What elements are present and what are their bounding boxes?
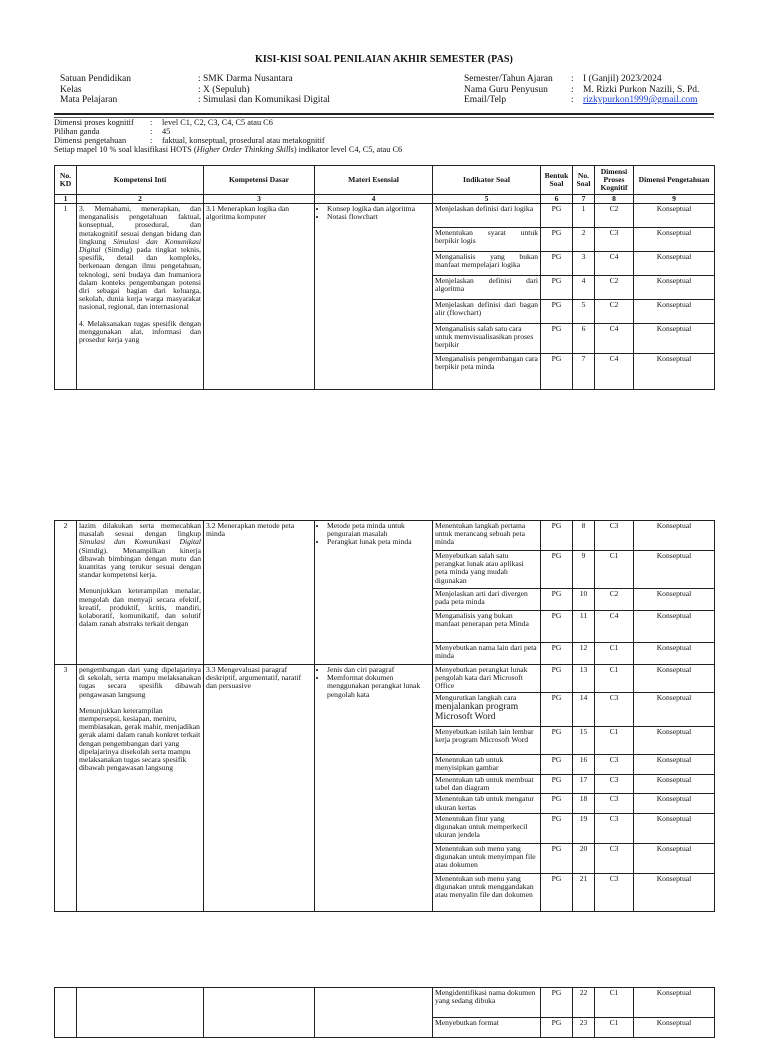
table-row: Menentukan tab untuk membuat tabel dan diagram PG 17 C3 Konseptual (55, 775, 715, 794)
kd-number: 3 (55, 665, 77, 912)
meta-row-semester: Semester/Tahun Ajaran : I (Ganjil) 2023/2024 (464, 74, 662, 84)
note-pilihan-ganda: Pilihan ganda : 45 (54, 127, 171, 136)
table-row: Menganalisis yang bukan manfaat mempelajari logika PG 3 C4 Konseptual (55, 252, 715, 276)
kompetensi-dasar-cell: 3.1 Menerapkan logika dan algoritma komputer (204, 204, 315, 390)
meta-row-satuan: Satuan Pendidikan : SMK Darma Nusantara (60, 74, 293, 84)
col-kompetensi-dasar: Kompetensi Dasar (204, 166, 315, 195)
table-row: Menganalisis yang bukan manfaat penerapan peta Minda PG 11 C4 Konseptual (55, 611, 715, 643)
table-row: Menyebutkan format PG 23 C1 Konseptual (55, 1018, 715, 1038)
table-row: Menjelaskan definisi dari bagan alir (flowchart) PG 5 C2 Konseptual (55, 300, 715, 324)
table-row: Menentukan fitur yang digunakan untuk memperkecil ukuran jendela PG 19 C3 Konseptual (55, 813, 715, 843)
materi-item: • Memformat dokumen menggunakan perangkat lunak pengolah kata (327, 674, 430, 699)
meta-row-guru: Nama Guru Penyusun : M. Rizki Purkon Nazili, S. Pd. (464, 84, 700, 95)
header-divider-thick (54, 113, 714, 115)
col-materi-esensial: Materi Esensial (315, 166, 433, 195)
materi-esensial-cell (315, 665, 433, 912)
kompetensi-inti-cell: 3. Memahami, menerapkan, dan menganalisis pengetahuan faktual, konseptual, prosedural, dan metakognitif sesuai dengan bidang dan lingkung Simulasi dan Komunikasi Digital (Simdig) pada tingkat teknis, spesifik, detail dan kompleks, berkenaan dengan ilmu pengetahuan, teknologi, seni budaya dan humaniora dalam konteks pengembangan potensi diri sebagai bagian dari keluarga, sekolah, dunia kerja warga masyarakat nasional, regional, dan internasional 4. Melaksanakan tugas spesifik dengan menggunakan alat, informasi dan prosedur kerja yang (77, 204, 204, 390)
document-title: KISI-KISI SOAL PENILAIAN AKHIR SEMESTER (PAS) (255, 54, 513, 65)
materi-esensial-cell (315, 204, 433, 390)
col-kompetensi-inti: Kompetensi Inti (77, 166, 204, 195)
table-row: Mengurutkan langkah cara menjalankan program Microsoft Word PG 14 C3 Konseptual (55, 693, 715, 727)
col-no-soal: No. Soal (573, 166, 595, 195)
table-row: 2 lazim dilakukan serta memecahkan masalah sesuai dengan lingkup Simulasi dan Komunikasi Digital (Simdig). Menampilkan kinerja dibawah bimbingan dengan mutu dan kuantitas yang terukur sesuai dengan standar kompetensi kerja. Menunjukkan keterampilan menalar, mengolah dan menyaji secara efektif, kreatif, produktif, kritis, mandiri, kolaboratif, komunikatif, dan solutif dalam ranah abstraks terkait dengan 3.2 Menerapkan metode peta minda • Metode peta minda untuk penguraian masalah • Perangkat lunak peta minda Menentukan langkah pertama untuk merancang sebuah peta minda PG 8 C3 Konseptual (55, 521, 715, 551)
materi-esensial-cell (315, 521, 433, 665)
table-row: Menjelaskan definisi dari algoritma PG 4 C2 Konseptual (55, 276, 715, 300)
kompetensi-inti-cell: pengembangan dari yang dipelajarinya di sekolah, serta mampu melaksanakan tugas secara spesifik dibawah pengawasan langsung Menunjukkan keterampilan mempersepsi, kesiapan, meniru, membiasakan, gerak mahir, menjadikan gerak alami dalam ranah konkret terkait dengan pengembangan dari yang dipelajarinya disekolah serta mampu melaksanakan tugas secara spesifik dibawah pengawasan langsung (77, 665, 204, 912)
meta-row-kelas: Kelas : X (Sepuluh) (60, 84, 250, 95)
table-row: Menentukan tab untuk menyisipkan gambar PG 16 C3 Konseptual (55, 755, 715, 775)
table-row: Menjelaskan arti dari divergen pada peta minda PG 10 C2 Konseptual (55, 589, 715, 611)
table-row: Menyebutkan nama lain dari peta minda PG 12 C1 Konseptual (55, 643, 715, 665)
meta-row-mapel: Mata Pelajaran : Simulasi dan Komunikasi Digital (60, 95, 330, 105)
table-row: Menentukan syarat untuk berpikir logis PG 2 C3 Konseptual (55, 228, 715, 252)
table-header-row (55, 166, 715, 195)
table-row: 1 3. Memahami, menerapkan, dan menganalisis pengetahuan faktual, konseptual, prosedural, dan metakognitif sesuai dengan bidang dan lingkung Simulasi dan Komunikasi Digital (Simdig) pada tingkat teknis, spesifik, detail dan kompleks, berkenaan dengan ilmu pengetahuan, teknologi, seni budaya dan humaniora dalam konteks pengembangan potensi diri sebagai bagian dari keluarga, sekolah, dunia kerja warga masyarakat nasional, regional, dan internasional 4. Melaksanakan tugas spesifik dengan menggunakan alat, informasi dan prosedur kerja yang 3.1 Menerapkan logika dan algoritma komputer • Konsep logika dan algoritma • Notasi flowchart Menjelaskan definisi dari logika PG 1 C2 Konseptual (55, 204, 715, 228)
materi-item: • Konsep logika dan algoritma (327, 205, 430, 213)
materi-item: • Notasi flowchart (327, 213, 430, 221)
table-row: Menganalisis salah satu cara untuk memvisualisasikan proses berpikir PG 6 C4 Konseptual (55, 324, 715, 354)
col-no-kd: No. KD (55, 166, 77, 195)
table-row: Menyebutkan salah satu perangkat lunak atau aplikasi peta minda yang mudah digunakan PG 9 C1 Konseptual (55, 551, 715, 589)
kd-number: 1 (55, 204, 77, 390)
materi-item: • Jenis dan ciri paragraf (327, 666, 430, 674)
email-link[interactable]: rizkypurkon1999@gmail.com (583, 95, 698, 105)
col-dimensi-pengetahuan: Dimensi Pengetahuan (634, 166, 715, 195)
table-row: Mengidentifikasi nama dokumen yang sedang dibuka PG 22 C1 Konseptual (55, 988, 715, 1018)
col-indikator-soal: Indikator Soal (433, 166, 541, 195)
table-row: Menentukan tab untuk mengatur ukuran kertas PG 18 C3 Konseptual (55, 794, 715, 813)
col-dimensi-proses: Dimensi Proses Kognitif (595, 166, 634, 195)
kompetensi-inti-cell: lazim dilakukan serta memecahkan masalah sesuai dengan lingkup Simulasi dan Komunikasi Digital (Simdig). Menampilkan kinerja dibawah bimbingan dengan mutu dan kuantitas yang terukur sesuai dengan standar kompetensi kerja. Menunjukkan keterampilan menalar, mengolah dan menyaji secara efektif, kreatif, produktif, kritis, mandiri, kolaboratif, komunikatif, dan solutif dalam ranah abstraks terkait dengan (77, 521, 204, 665)
kisi-table-page-2 (54, 520, 715, 912)
note-hots: Setiap mapel 10 % soal klasifikasi HOTS (Higher Order Thinking Skills) indikator level C4, C5, atau C6 (54, 145, 403, 154)
note-pengetahuan: Dimensi pengetahuan : faktual, konseptual, prosedural atau metakognitif (54, 136, 325, 145)
table-row: Menyebutkan istilah lain lembar kerja program Microsoft Word PG 15 C1 Konseptual (55, 727, 715, 755)
table-row: Menentukan sub menu yang digunakan untuk menggandakan atau menyalin file dan dokumen PG 21 C3 Konseptual (55, 873, 715, 911)
table-row: Menganalisis pengembangan cara berpikir peta minda PG 7 C4 Konseptual (55, 354, 715, 390)
table-number-row: 1 2 3 4 5 6 7 8 9 (55, 195, 715, 204)
materi-item: • Metode peta minda untuk penguraian masalah (327, 522, 430, 538)
kd-number: 2 (55, 521, 77, 665)
kisi-table-page-1 (54, 165, 715, 390)
meta-left (60, 74, 330, 106)
table-row: Menentukan sub menu yang digunakan untuk menyimpan file atau dokumen PG 20 C3 Konseptual (55, 843, 715, 873)
kompetensi-dasar-cell: 3.3 Mengevaluasi paragraf deskriptif, argumentatif, naratif dan persuasive (204, 665, 315, 912)
kompetensi-dasar-cell: 3.2 Menerapkan metode peta minda (204, 521, 315, 665)
meta-row-email: Email/Telp : rizkypurkon1999@gmail.com (464, 95, 698, 105)
table-row: 3 pengembangan dari yang dipelajarinya di sekolah, serta mampu melaksanakan tugas secara spesifik dibawah pengawasan langsung Menunjukkan keterampilan mempersepsi, kesiapan, meniru, membiasakan, gerak mahir, menjadikan gerak alami dalam ranah konkret terkait dengan pengembangan dari yang dipelajarinya disekolah serta mampu melaksanakan tugas secara spesifik dibawah pengawasan langsung 3.3 Mengevaluasi paragraf deskriptif, argumentatif, naratif dan persuasive • Jenis dan ciri paragraf • Memformat dokumen menggunakan perangkat lunak pengolah kata Menyebutkan perangkat lunak pengolah kata dari Microsoft Office PG 13 C1 Konseptual (55, 665, 715, 693)
notes-block (54, 118, 402, 154)
meta-right (464, 74, 699, 106)
kisi-table-page-3 (54, 987, 715, 1038)
col-bentuk-soal: Bentuk Soal (541, 166, 573, 195)
materi-item: • Perangkat lunak peta minda (327, 538, 430, 546)
note-kognitif: Dimensi proses kognitif : level C1, C2, C3, C4, C5 atau C6 (54, 118, 273, 127)
